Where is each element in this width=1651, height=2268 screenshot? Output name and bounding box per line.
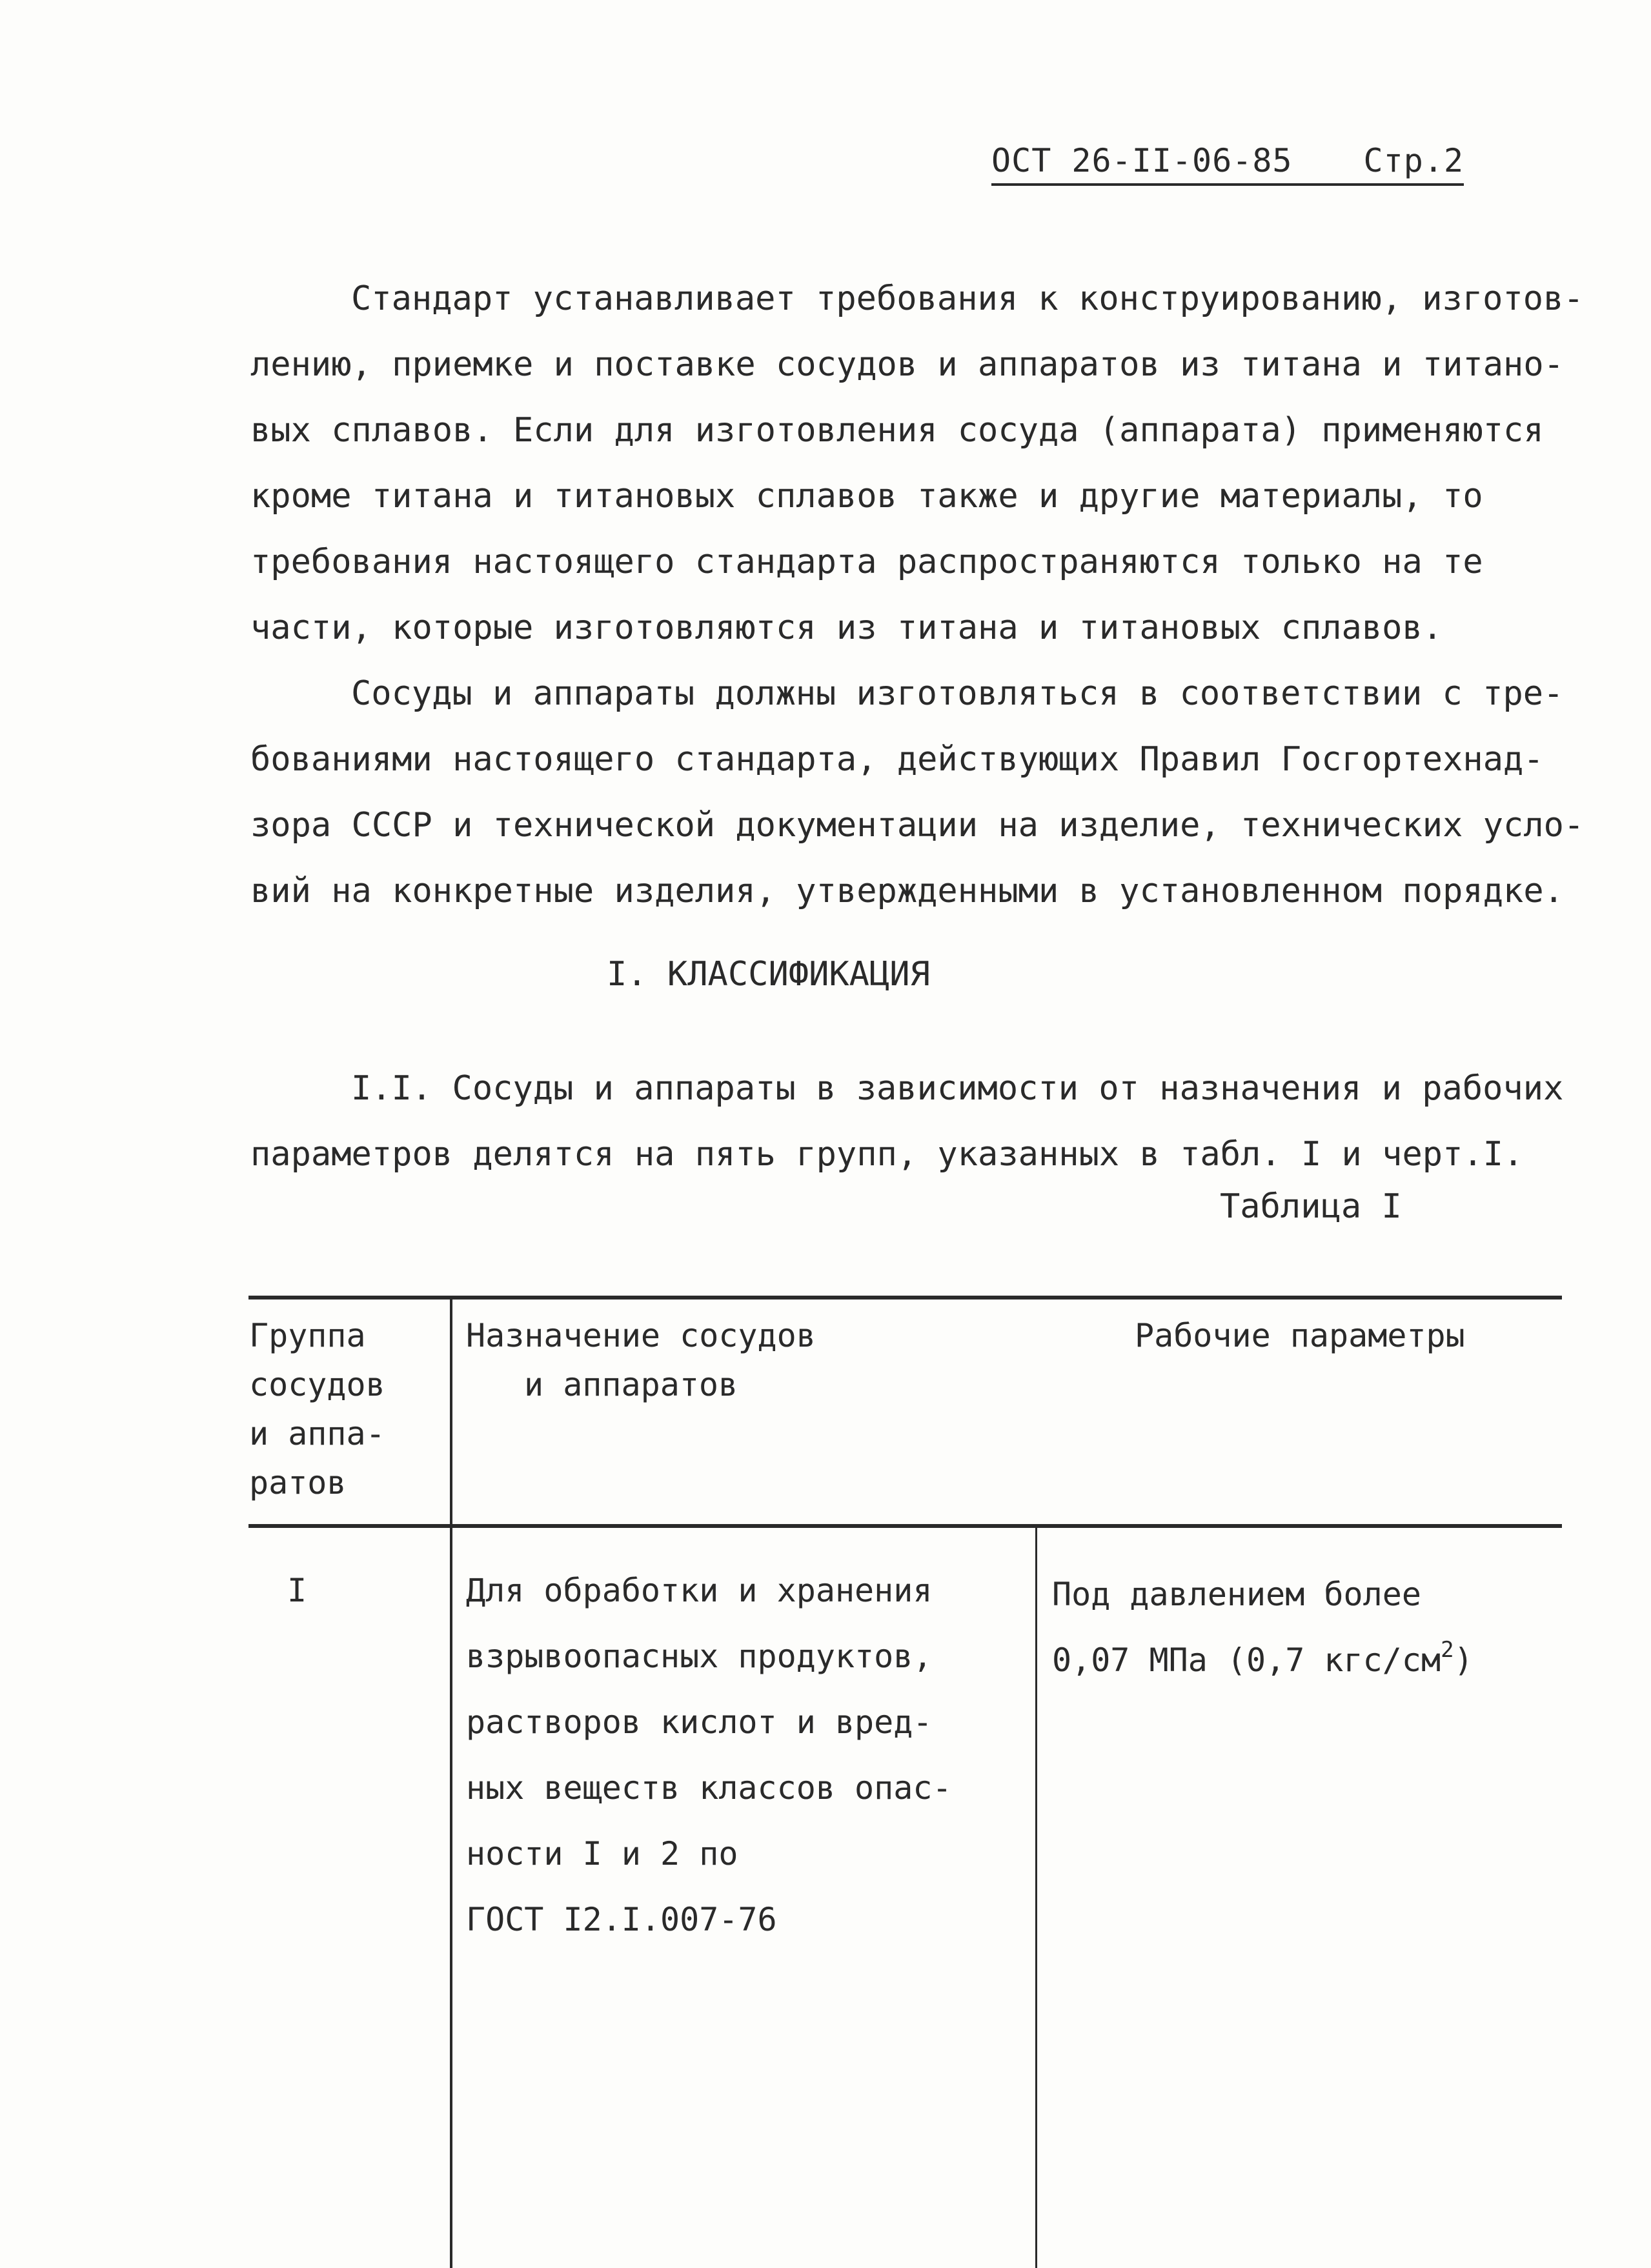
header-purpose [466, 1311, 816, 1409]
cell-text [1052, 1627, 1474, 1693]
cell-text: ности I и 2 по [466, 1835, 738, 1872]
cell-text: I [287, 1572, 307, 1609]
text-line: вий на конкретные изделия, утвержденными в установленном порядке. [250, 872, 1564, 910]
text-line: зора СССР и технической документации на изделие, технических усло- [250, 806, 1585, 845]
section-heading: I. КЛАССИФИКАЦИЯ [607, 955, 930, 994]
clause-1-1 [250, 1056, 1593, 1187]
table-column-divider [450, 1296, 452, 2268]
text-line: лению, приемке и поставке сосудов и аппаратов из титана и титано- [250, 345, 1564, 384]
cell-text: ГОСТ I2.I.007-76 [466, 1901, 777, 1938]
header-text: и аппаратов [524, 1366, 738, 1403]
header-text: ратов [249, 1464, 347, 1501]
header-params [1135, 1311, 1465, 1360]
cell-text: Под давлением более [1052, 1576, 1421, 1613]
text-line: вых сплавов. Если для изготовления сосуда (аппарата) применяются [250, 411, 1544, 450]
text-line: Стандарт устанавливает требования к конструированию, изготов- [351, 279, 1584, 318]
text-line: параметров делятся на пять групп, указанных в табл. I и черт.I. [250, 1135, 1524, 1174]
header-text: и аппа- [249, 1415, 385, 1452]
header-text: сосудов [249, 1366, 385, 1403]
header-text: Назначение сосудов [466, 1317, 816, 1354]
header-text: Группа [249, 1317, 366, 1354]
table-top-rule [248, 1296, 1562, 1300]
table-caption: Таблица I [1220, 1187, 1402, 1226]
closing-paren: ) [1453, 1641, 1474, 1679]
superscript: 2 [1441, 1637, 1454, 1663]
pressure-value: 0,07 МПа (0,7 кгс/см [1052, 1641, 1441, 1679]
doc-code: ОСТ 26-II-06-85 [991, 142, 1293, 179]
cell-text: ных веществ классов опас- [466, 1769, 952, 1807]
header-group [249, 1311, 385, 1507]
text-line: требования настоящего стандарта распространяются только на те [250, 543, 1483, 581]
table-row-params [1052, 1561, 1474, 1693]
text-line: части, которые изготовляются из титана и титановых сплавов. [250, 608, 1443, 647]
intro-paragraph-1 [250, 266, 1593, 661]
cell-text: взрывоопасных продуктов, [466, 1638, 933, 1675]
text-line: Сосуды и аппараты должны изготовляться в соответствии с тре- [351, 674, 1564, 713]
page-number: Стр.2 [1363, 142, 1464, 179]
table-header-rule [248, 1524, 1562, 1528]
text-line: бованиями настоящего стандарта, действующих Правил Госгортехнад- [250, 740, 1544, 779]
cell-text: растворов кислот и вред- [466, 1703, 933, 1741]
page-header [991, 142, 1464, 186]
cell-text: Для обработки и хранения [466, 1572, 933, 1609]
intro-paragraph-2 [250, 661, 1593, 924]
header-text: Рабочие параметры [1135, 1317, 1465, 1354]
table-column-divider [1035, 1524, 1037, 2268]
table-row-group [287, 1558, 307, 1623]
text-line: I.I. Сосуды и аппараты в зависимости от назначения и рабочих [351, 1069, 1564, 1108]
table-row-purpose [466, 1558, 952, 1952]
text-line: кроме титана и титановых сплавов также и другие материалы, то [250, 477, 1483, 516]
